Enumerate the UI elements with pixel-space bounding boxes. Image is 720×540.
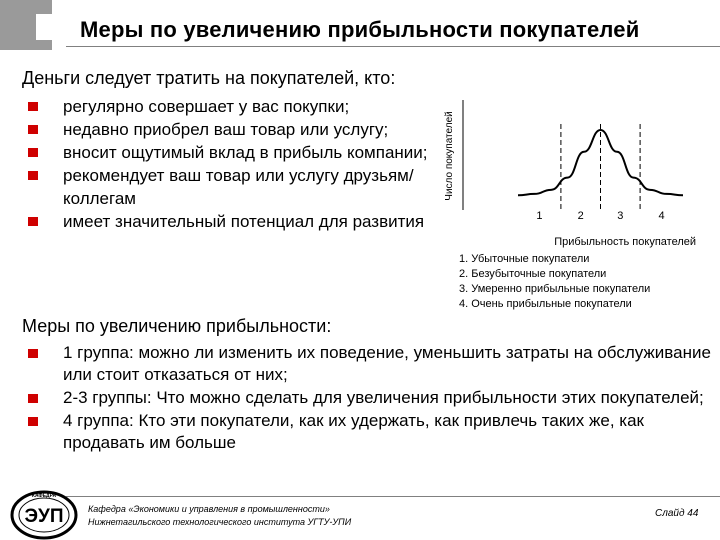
measure-item: [23, 410, 713, 454]
criteria-item: [23, 210, 433, 233]
criteria-item: [23, 118, 433, 141]
x-tick-label: 2: [577, 210, 584, 222]
criteria-item: [23, 95, 433, 118]
bullet-icon: [28, 217, 38, 226]
legend-item: 3. Умеренно прибыльные покупатели: [459, 283, 651, 295]
bullet-icon: [28, 102, 38, 111]
measure-item-text: 1 группа: можно ли изменить их поведение, уменьшить затраты на обслуживание или стоит отказаться от них;: [63, 343, 711, 384]
footer-line-2: Нижнетагильского технологического института УГТУ-УПИ: [88, 517, 352, 527]
slide-number: Слайд 44: [655, 508, 699, 519]
measures-heading: Меры по увеличению прибыльности:: [22, 316, 332, 336]
x-tick-label: 3: [617, 210, 624, 222]
x-tick-label: 4: [658, 210, 665, 222]
bullet-icon: [28, 349, 38, 358]
footer-line-1: Кафедра «Экономики и управления в промышленности»: [88, 504, 330, 514]
measure-item-text: 2-3 группы: Что можно сделать для увеличения прибыльности этих покупателей;: [63, 388, 704, 407]
measure-item-text: 4 группа: Кто эти покупатели, как их удержать, как привлечь таких же, как продавать им больше: [63, 411, 644, 452]
criteria-list: [23, 95, 433, 233]
criteria-item: [23, 164, 433, 210]
legend-item: 2. Безубыточные покупатели: [459, 268, 607, 280]
measures-list: [23, 342, 713, 455]
page-title: Меры по увеличению прибыльности покупателей: [80, 17, 640, 42]
legend-item: 4. Очень прибыльные покупатели: [459, 298, 632, 310]
svg-text:КАФЕДРА: КАФЕДРА: [31, 493, 57, 499]
svg-text:ЭУП: ЭУП: [24, 506, 64, 527]
profitability-chart: [438, 100, 698, 250]
x-tick-labels: [536, 210, 664, 222]
measure-item: [23, 342, 713, 386]
criteria-item-text: недавно приобрел ваш товар или услугу;: [63, 120, 389, 139]
y-axis-label: Число покупателей: [444, 111, 455, 201]
distribution-curve: [518, 130, 683, 195]
footer-divider: [66, 496, 720, 497]
department-logo: [10, 490, 82, 540]
corner-decoration-inner: [36, 14, 64, 40]
criteria-item-text: вносит ощутимый вклад в прибыль компании;: [63, 143, 428, 162]
intro-text: Деньги следует тратить на покупателей, кто:: [22, 68, 396, 88]
x-axis-label: Прибыльность покупателей: [554, 236, 696, 248]
criteria-item-text: имеет значительный потенциал для развития: [63, 212, 425, 231]
footer-caption: [88, 503, 351, 529]
group-dividers: [561, 124, 640, 212]
legend-item: 1. Убыточные покупатели: [459, 253, 590, 265]
criteria-item: [23, 141, 433, 164]
measure-item: [23, 387, 713, 409]
x-tick-label: 1: [536, 210, 543, 222]
criteria-item-text: рекомендует ваш товар или услугу друзьям/коллегам: [63, 166, 414, 208]
bullet-icon: [28, 417, 38, 426]
bullet-icon: [28, 394, 38, 403]
bullet-icon: [28, 125, 38, 134]
chart-legend: [459, 252, 650, 312]
bullet-icon: [28, 171, 38, 180]
title-divider: [66, 46, 720, 47]
bullet-icon: [28, 148, 38, 157]
criteria-item-text: регулярно совершает у вас покупки;: [63, 97, 350, 116]
